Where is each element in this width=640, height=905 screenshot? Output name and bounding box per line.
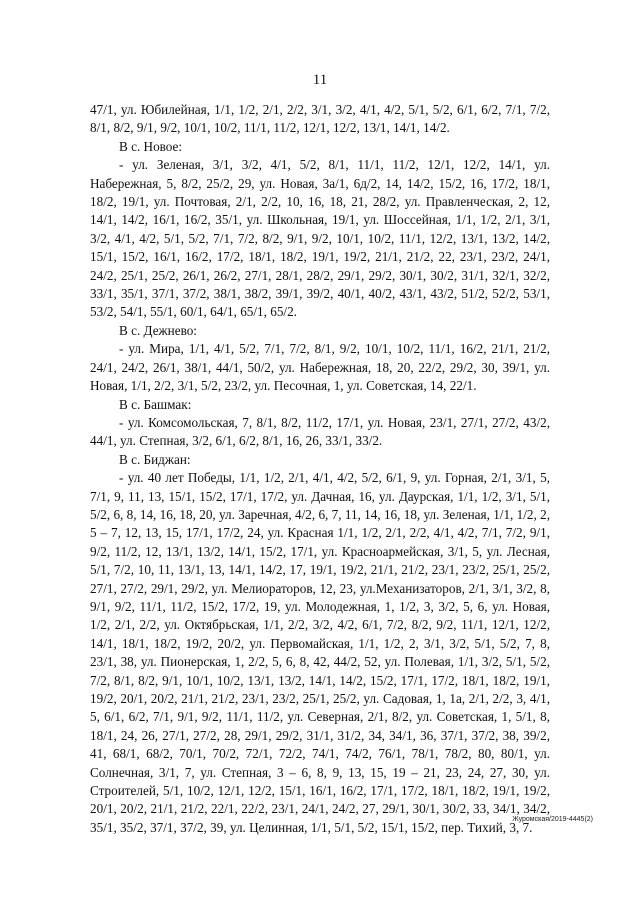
address-list-bashmak: - ул. Комсомольская, 7, 8/1, 8/2, 11/2, 17/1, ул. Новая, 23/1, 27/1, 27/2, 43/2, 44/1, ул. Степная, 3/2, 6/1, 6/2, 8/1, 16, 26, 33/1, 33/2. (90, 414, 550, 449)
village-heading-dezhnevo: В с. Дежнево: (119, 322, 197, 338)
address-list-bidzhan: - ул. 40 лет Победы, 1/1, 1/2, 2/1, 4/1, 4/2, 5/2, 6/1, 9, ул. Горная, 2/1, 3/1, 5, 7/1, 9, 11, 13, 15/1, 15/2, 17/1, 17/2, ул. Дачная, 16, ул. Даурская, 1/1, 1/2, 3/1, 5/1, 5/2, 6, 8, 14, 16, 18, 20, ул. Заречная, 4/2, 6, 7, 11, 14, 16, 18, ул. Зеленая, 1/1, 1/2, 2, 5 – 7, 12, 13, 15, 17/1, 17/2, 24, ул. Красная 1/1, 1/2, 2/1, 2/2, 4/1, 4/2, 7/1, 7/2, 9/1, 9/2, 11/2, 12, 13/1, 13/2, 14/1, 15/2, 17/1, ул. Красноармейская, 3/1, 5, ул. Лесная, 5/1, 7/2, 10, 11, 13/1, 13, 14/1, 14/2, 17, 19/1, 19/2, 21/1, 21/2, 23/1, 23/2, 25/1, 25/2, 27/1, 27/2, 29/1, 29/2, ул. Мелиораторов, 12, 23, ул.Механизаторов, 2/1, 3/1, 3/2, 8, 9/1, 9/2, 11/1, 11/2, 15/2, 17/2, 19, ул. Молодежная, 1, 1/2, 3, 3/2, 5, 6, ул. Новая, 1/2, 2/1, 2/2, ул. Октябрьская, 1/1, 2/2, 3/2, 4/2, 6/1, 7/2, 8/2, 9/2, 11/1, 12/1, 12/2, 14/1, 18/1, 18/2, 19/2, 20/2, ул. Первомайская, 1/1, 1/2, 2, 3/1, 3/2, 5/1, 5/2, 7, 8, 23/1, 38, ул. Пионерская, 1, 2/2, 5, 6, 8, 42, 44/2, 52, ул. Полевая, 1/1, 3/2, 5/1, 5/2, 7/2, 8/1, 8/2, 9/1, 10/1, 10/2, 13/1, 13/2, 14/1, 14/2, 15/2, 17/1, 17/2, 18/1, 18/2, 19/1, 19/2, 20/1, 20/2, 21/1, 21/2, 23/1, 23/2, 25/1, 25/2, ул. Садовая, 1, 1а, 2/1, 2/2, 3, 4/1, 5, 6/1, 6/2, 7/1, 9/1, 9/2, 11/1, 11/2, ул. Северная, 2/1, 8/2, ул. Советская, 1, 5/1, 8, 18/1, 24, 26, 27/1, 27/2, 28, 29/1, 29/2, 31/1, 31/2, 34, 34/1, 36, 37/1, 37/2, 38, 39/2, 41, 68/1, 68/2, 70/1, 70/2, 72/1, 72/2, 74/1, 74/2, 76/1, 78/1, 78/2, 80, 80/1, ул. Солнечная, 3/1, 7, ул. Степная, 3 – 6, 8, 9, 13, 15, 19 – 21, 23, 24, 27, 30, ул. Строителей, 5/1, 10/2, 12/1, 12/2, 15/1, 16/1, 16/2, 17/1, 17/2, 18/1, 18/2, 19/1, 19/2, 20/1, 20/2, 21/1, 21/2, 22/1, 22/2, 23/1, 24/1, 24/2, 27, 29/1, 30/1, 30/2, 33, 34/1, 34/2, 35/1, 35/2, 37/1, 37/2, 39, ул. Целинная, 1/1, 5/1, 5/2, 15/1, 15/2, пер. Тихий, 3, 7. (90, 470, 550, 835)
document-body (90, 101, 550, 837)
village-heading-novoe: В с. Новое: (119, 138, 183, 154)
address-list-dezhnevo: - ул. Мира, 1/1, 4/1, 5/2, 7/1, 7/2, 8/1, 9/2, 10/1, 10/2, 11/1, 16/2, 21/1, 21/2, 24/1, 24/2, 26/1, 38/1, 44/1, 50/2, ул. Набережная, 18, 20, 22/2, 29/2, 30, 39/1, ул. Новая, 1/1, 2/2, 3/1, 5/2, 23/2, ул. Песочная, 1, ул. Советская, 14, 22/1. (90, 341, 550, 394)
footer-document-code: Журомская/2019-4445(2) (512, 816, 593, 823)
continuation-paragraph: 47/1, ул. Юбилейная, 1/1, 1/2, 2/1, 2/2, 3/1, 3/2, 4/1, 4/2, 5/1, 5/2, 6/1, 6/2, 7/1, 7/2, 8/1, 8/2, 9/1, 9/2, 10/1, 10/2, 11/1, 11/2, 12/1, 12/2, 13/1, 14/1, 14/2. (90, 102, 550, 136)
village-heading-bidzhan: В с. Биджан: (119, 451, 191, 467)
village-heading-bashmak: В с. Башмак: (119, 396, 192, 412)
page-number: 11 (312, 72, 328, 88)
address-list-novoe: - ул. Зеленая, 3/1, 3/2, 4/1, 5/2, 8/1, 11/1, 11/2, 12/1, 12/2, 14/1, ул. Набережная, 5, 8/2, 25/2, 29, ул. Новая, 3а/1, 6д/2, 14, 14/2, 15/2, 16, 17/2, 18/1, 18/2, 19/1, ул. Почтовая, 2/1, 2/2, 10, 16, 18, 21, 28/2, ул. Правленческая, 2, 12, 14/1, 14/2, 16/1, 16/2, 35/1, ул. Школьная, 19/1, ул. Шоссейная, 1/1, 1/2, 2/1, 3/1, 3/2, 4/1, 4/2, 5/1, 5/2, 7/1, 7/2, 8/2, 9/1, 9/2, 10/1, 10/2, 11/1, 12/2, 13/1, 13/2, 14/2, 15/1, 15/2, 16/1, 16/2, 17/2, 18/1, 18/2, 19/1, 19/2, 21/1, 21/2, 22, 23/1, 23/2, 24/1, 24/2, 25/1, 25/2, 26/1, 26/2, 27/1, 28/1, 28/2, 29/1, 29/2, 30/1, 30/2, 31/1, 32/1, 32/2, 33/1, 35/1, 37/1, 37/2, 38/1, 38/2, 39/1, 39/2, 40/1, 40/2, 43/1, 43/2, 51/2, 52/2, 53/1, 53/2, 54/1, 55/1, 60/1, 64/1, 65/1, 65/2. (90, 157, 550, 320)
